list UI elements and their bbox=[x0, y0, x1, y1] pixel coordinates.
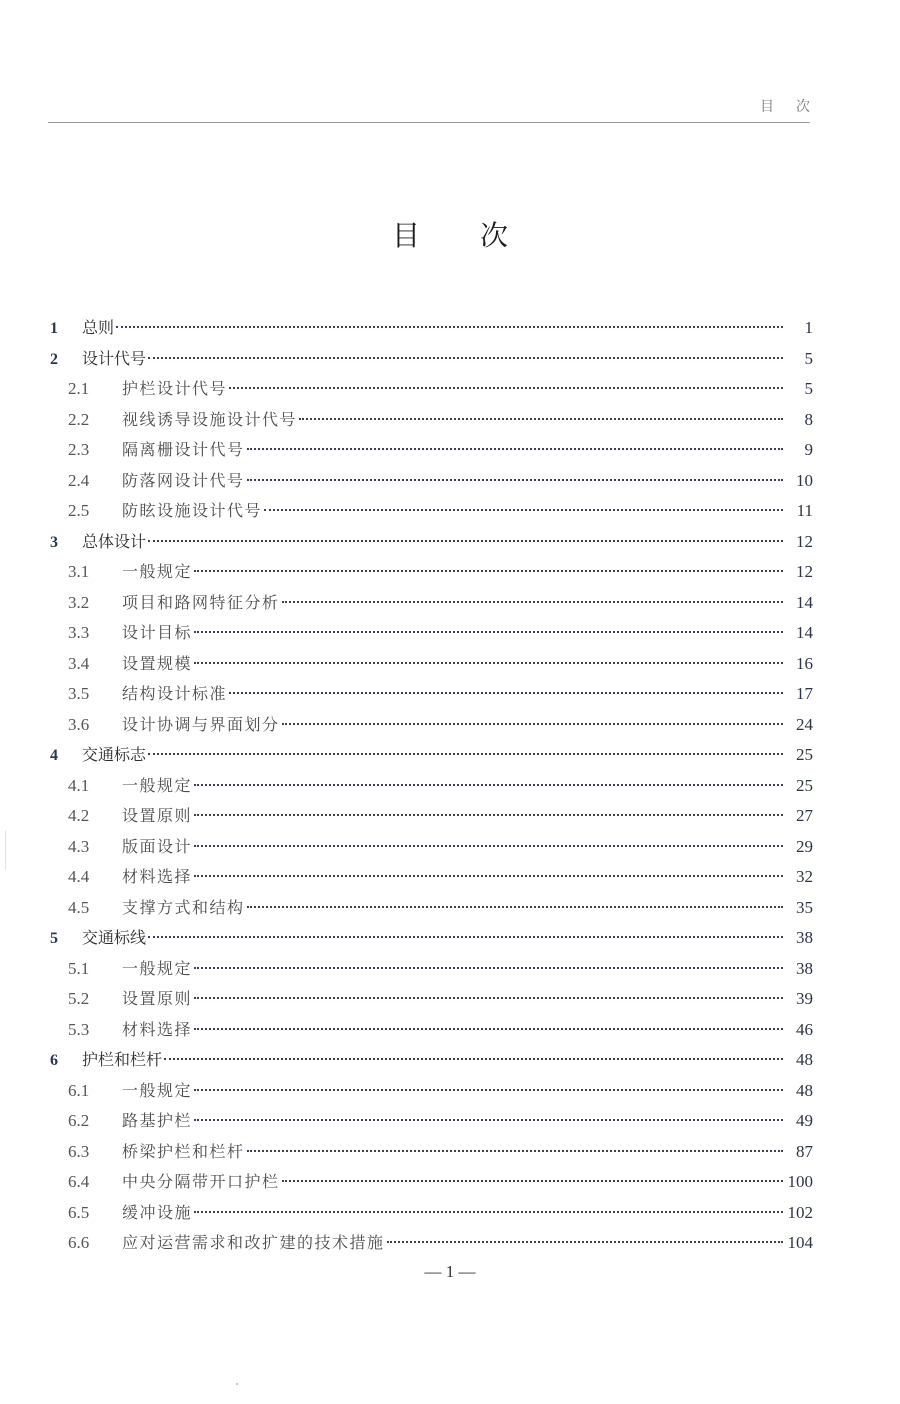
toc-entry-title: 总则 bbox=[82, 318, 115, 337]
toc-entry-page: 25 bbox=[796, 775, 813, 795]
toc-entry-number: 6.4 bbox=[68, 1172, 90, 1191]
toc-entry-number: 2.4 bbox=[68, 470, 90, 490]
toc-section-entry[interactable] bbox=[48, 466, 813, 497]
toc-entry-title: 一般规定 bbox=[122, 958, 193, 978]
toc-entry-number: 6.3 bbox=[68, 1141, 90, 1161]
toc-chapter-entry[interactable] bbox=[48, 313, 813, 344]
toc-section-entry[interactable] bbox=[48, 1228, 813, 1259]
dot-leader bbox=[194, 875, 783, 877]
toc-entry-title: 设置规模 bbox=[122, 653, 193, 673]
dot-leader bbox=[194, 967, 783, 969]
toc-entry-page: 1 bbox=[804, 318, 813, 337]
toc-entry-number: 3.2 bbox=[68, 592, 90, 612]
toc-chapter-entry[interactable] bbox=[48, 740, 813, 771]
toc-section-entry[interactable] bbox=[48, 832, 813, 863]
dot-leader bbox=[282, 601, 783, 603]
dot-leader bbox=[247, 479, 783, 481]
toc-section-entry[interactable] bbox=[48, 435, 813, 466]
dot-leader bbox=[229, 692, 783, 694]
toc-section-entry[interactable] bbox=[48, 954, 813, 985]
toc-chapter-entry[interactable] bbox=[48, 527, 813, 558]
toc-entry-number: 5 bbox=[50, 930, 58, 947]
dot-leader bbox=[229, 387, 783, 389]
toc-entry-page: 48 bbox=[796, 1050, 813, 1069]
toc-chapter-entry[interactable] bbox=[48, 344, 813, 375]
dot-leader bbox=[194, 570, 783, 572]
toc-section-entry[interactable] bbox=[48, 374, 813, 405]
toc-entry-page: 38 bbox=[796, 958, 813, 978]
toc-entry-number: 5.2 bbox=[68, 989, 90, 1008]
toc-entry-page: 100 bbox=[787, 1172, 813, 1191]
toc-section-entry[interactable] bbox=[48, 1137, 813, 1168]
toc-entry-page: 12 bbox=[796, 562, 813, 581]
toc-entry-number: 3.3 bbox=[68, 623, 90, 642]
toc-section-entry[interactable] bbox=[48, 771, 813, 802]
toc-entry-number: 6.2 bbox=[68, 1111, 90, 1130]
toc-entry-page: 12 bbox=[796, 531, 813, 551]
dot-leader bbox=[116, 326, 783, 328]
toc-entry-page: 25 bbox=[796, 745, 813, 764]
toc-entry-title: 路基护栏 bbox=[122, 1111, 193, 1130]
toc-entry-page: 49 bbox=[796, 1111, 813, 1130]
dot-leader bbox=[148, 753, 783, 755]
dot-leader bbox=[387, 1241, 783, 1243]
toc-entry-page: 14 bbox=[796, 623, 813, 642]
toc-entry-title: 结构设计标准 bbox=[122, 684, 228, 703]
toc-entry-page: 87 bbox=[796, 1141, 813, 1161]
toc-section-entry[interactable] bbox=[48, 1076, 813, 1107]
toc-entry-title: 设置原则 bbox=[122, 989, 193, 1008]
toc-entry-title: 材料选择 bbox=[122, 867, 193, 886]
toc-entry-number: 3.5 bbox=[68, 684, 90, 703]
toc-entry-page: 29 bbox=[796, 836, 813, 856]
toc-entry-title: 交通标志 bbox=[82, 745, 147, 764]
toc-entry-page: 104 bbox=[787, 1233, 813, 1252]
toc-entry-number: 5.3 bbox=[68, 1019, 90, 1039]
toc-entry-page: 35 bbox=[796, 897, 813, 917]
toc-entry-number: 4.1 bbox=[68, 775, 90, 795]
toc-entry-page: 9 bbox=[804, 440, 813, 459]
dot-leader bbox=[194, 784, 783, 786]
toc-entry-number: 1 bbox=[50, 320, 58, 337]
toc-entry-page: 32 bbox=[796, 867, 813, 886]
scan-speck bbox=[236, 1383, 238, 1385]
dot-leader bbox=[247, 1150, 783, 1152]
toc-entry-number: 2 bbox=[50, 350, 58, 368]
dot-leader bbox=[194, 845, 783, 847]
toc-section-entry[interactable] bbox=[48, 1198, 813, 1229]
toc-entry-number: 3.6 bbox=[68, 714, 90, 734]
toc-entry-page: 46 bbox=[796, 1019, 813, 1039]
toc-section-entry[interactable] bbox=[48, 588, 813, 619]
running-header-title: 目次 bbox=[760, 99, 832, 115]
toc-entry-number: 2.2 bbox=[68, 409, 90, 429]
toc-entry-number: 4.5 bbox=[68, 897, 90, 917]
page-number: — 1 — bbox=[424, 1262, 476, 1281]
toc-section-entry[interactable] bbox=[48, 710, 813, 741]
toc-entry-number: 6.1 bbox=[68, 1080, 90, 1100]
toc-section-entry[interactable] bbox=[48, 405, 813, 436]
dot-leader bbox=[148, 540, 783, 542]
toc-entry-title: 一般规定 bbox=[122, 562, 193, 581]
toc-entry-page: 48 bbox=[796, 1080, 813, 1100]
toc-entry-title: 一般规定 bbox=[122, 1080, 193, 1100]
toc-section-entry[interactable] bbox=[48, 862, 813, 893]
toc-entry-number: 4.4 bbox=[68, 867, 90, 886]
dot-leader bbox=[194, 631, 783, 633]
dot-leader bbox=[148, 357, 783, 359]
toc-entry-title: 设计代号 bbox=[82, 348, 147, 368]
dot-leader bbox=[299, 418, 783, 420]
dot-leader bbox=[194, 1211, 783, 1213]
toc-section-entry[interactable] bbox=[48, 618, 813, 649]
toc-entry-page: 17 bbox=[796, 684, 813, 703]
dot-leader bbox=[194, 1119, 783, 1121]
toc-chapter-entry[interactable] bbox=[48, 1045, 813, 1076]
toc-entry-page: 11 bbox=[796, 501, 813, 520]
toc-entry-number: 5.1 bbox=[68, 958, 90, 978]
toc-entry-number: 3.1 bbox=[68, 562, 90, 581]
toc-entry-title: 视线诱导设施设计代号 bbox=[122, 409, 298, 429]
toc-entry-number: 6.5 bbox=[68, 1202, 90, 1222]
toc-entry-title: 设计协调与界面划分 bbox=[122, 714, 280, 734]
toc-entry-page: 8 bbox=[804, 409, 813, 429]
dot-leader bbox=[264, 509, 783, 511]
page-title: 目次 bbox=[391, 219, 568, 252]
dot-leader bbox=[282, 723, 783, 725]
dot-leader bbox=[148, 936, 783, 938]
toc-section-entry[interactable] bbox=[48, 496, 813, 527]
running-header bbox=[48, 96, 832, 123]
toc-section-entry[interactable] bbox=[48, 801, 813, 832]
toc-entry-title: 一般规定 bbox=[122, 775, 193, 795]
toc-entry-title: 材料选择 bbox=[122, 1019, 193, 1039]
scan-edge-mark bbox=[5, 830, 6, 870]
table-of-contents bbox=[48, 313, 813, 1259]
dot-leader bbox=[164, 1058, 783, 1060]
toc-section-entry[interactable] bbox=[48, 649, 813, 680]
toc-section-entry[interactable] bbox=[48, 893, 813, 924]
toc-entry-number: 6.6 bbox=[68, 1233, 90, 1252]
toc-chapter-entry[interactable] bbox=[48, 923, 813, 954]
toc-section-entry[interactable] bbox=[48, 557, 813, 588]
toc-entry-page: 102 bbox=[787, 1202, 813, 1222]
toc-entry-number: 3 bbox=[50, 533, 58, 551]
toc-entry-title: 项目和路网特征分析 bbox=[122, 592, 280, 612]
toc-entry-title: 防眩设施设计代号 bbox=[122, 501, 263, 520]
toc-entry-number: 4.2 bbox=[68, 806, 90, 825]
dot-leader bbox=[194, 814, 783, 816]
toc-entry-page: 5 bbox=[804, 379, 813, 398]
dot-leader bbox=[194, 1089, 783, 1091]
toc-section-entry[interactable] bbox=[48, 1106, 813, 1137]
toc-entry-page: 24 bbox=[796, 714, 813, 734]
toc-entry-number: 2.5 bbox=[68, 501, 90, 520]
dot-leader bbox=[247, 906, 783, 908]
toc-entry-page: 39 bbox=[796, 989, 813, 1008]
toc-section-entry[interactable] bbox=[48, 679, 813, 710]
toc-entry-number: 6 bbox=[50, 1052, 58, 1069]
toc-entry-title: 护栏和栏杆 bbox=[82, 1050, 163, 1069]
toc-entry-number: 4.3 bbox=[68, 836, 90, 856]
toc-entry-number: 2.3 bbox=[68, 440, 90, 459]
toc-entry-number: 3.4 bbox=[68, 653, 90, 673]
toc-section-entry[interactable] bbox=[48, 984, 813, 1015]
toc-entry-title: 护栏设计代号 bbox=[122, 379, 228, 398]
dot-leader bbox=[194, 1028, 783, 1030]
toc-entry-title: 版面设计 bbox=[122, 836, 193, 856]
toc-entry-title: 防落网设计代号 bbox=[122, 470, 245, 490]
toc-entry-number: 2.1 bbox=[68, 379, 90, 398]
toc-entry-page: 16 bbox=[796, 653, 813, 673]
toc-entry-title: 缓冲设施 bbox=[122, 1202, 193, 1222]
toc-entry-page: 27 bbox=[796, 806, 813, 825]
toc-entry-title: 交通标线 bbox=[82, 928, 147, 947]
toc-entry-page: 14 bbox=[796, 592, 813, 612]
dot-leader bbox=[282, 1180, 783, 1182]
toc-section-entry[interactable] bbox=[48, 1167, 813, 1198]
toc-entry-title: 设置原则 bbox=[122, 806, 193, 825]
toc-entry-title: 总体设计 bbox=[82, 531, 147, 551]
toc-entry-number: 4 bbox=[50, 747, 58, 764]
toc-entry-title: 桥梁护栏和栏杆 bbox=[122, 1141, 245, 1161]
dot-leader bbox=[247, 448, 783, 450]
toc-entry-page: 10 bbox=[796, 470, 813, 490]
toc-entry-title: 应对运营需求和改扩建的技术措施 bbox=[122, 1233, 385, 1252]
toc-entry-title: 设计目标 bbox=[122, 623, 193, 642]
toc-section-entry[interactable] bbox=[48, 1015, 813, 1046]
toc-entry-title: 支撑方式和结构 bbox=[122, 897, 245, 917]
toc-entry-title: 中央分隔带开口护栏 bbox=[122, 1172, 280, 1191]
toc-entry-title: 隔离栅设计代号 bbox=[122, 440, 245, 459]
toc-entry-page: 5 bbox=[804, 348, 813, 368]
toc-entry-page: 38 bbox=[796, 928, 813, 947]
dot-leader bbox=[194, 997, 783, 999]
dot-leader bbox=[194, 662, 783, 664]
